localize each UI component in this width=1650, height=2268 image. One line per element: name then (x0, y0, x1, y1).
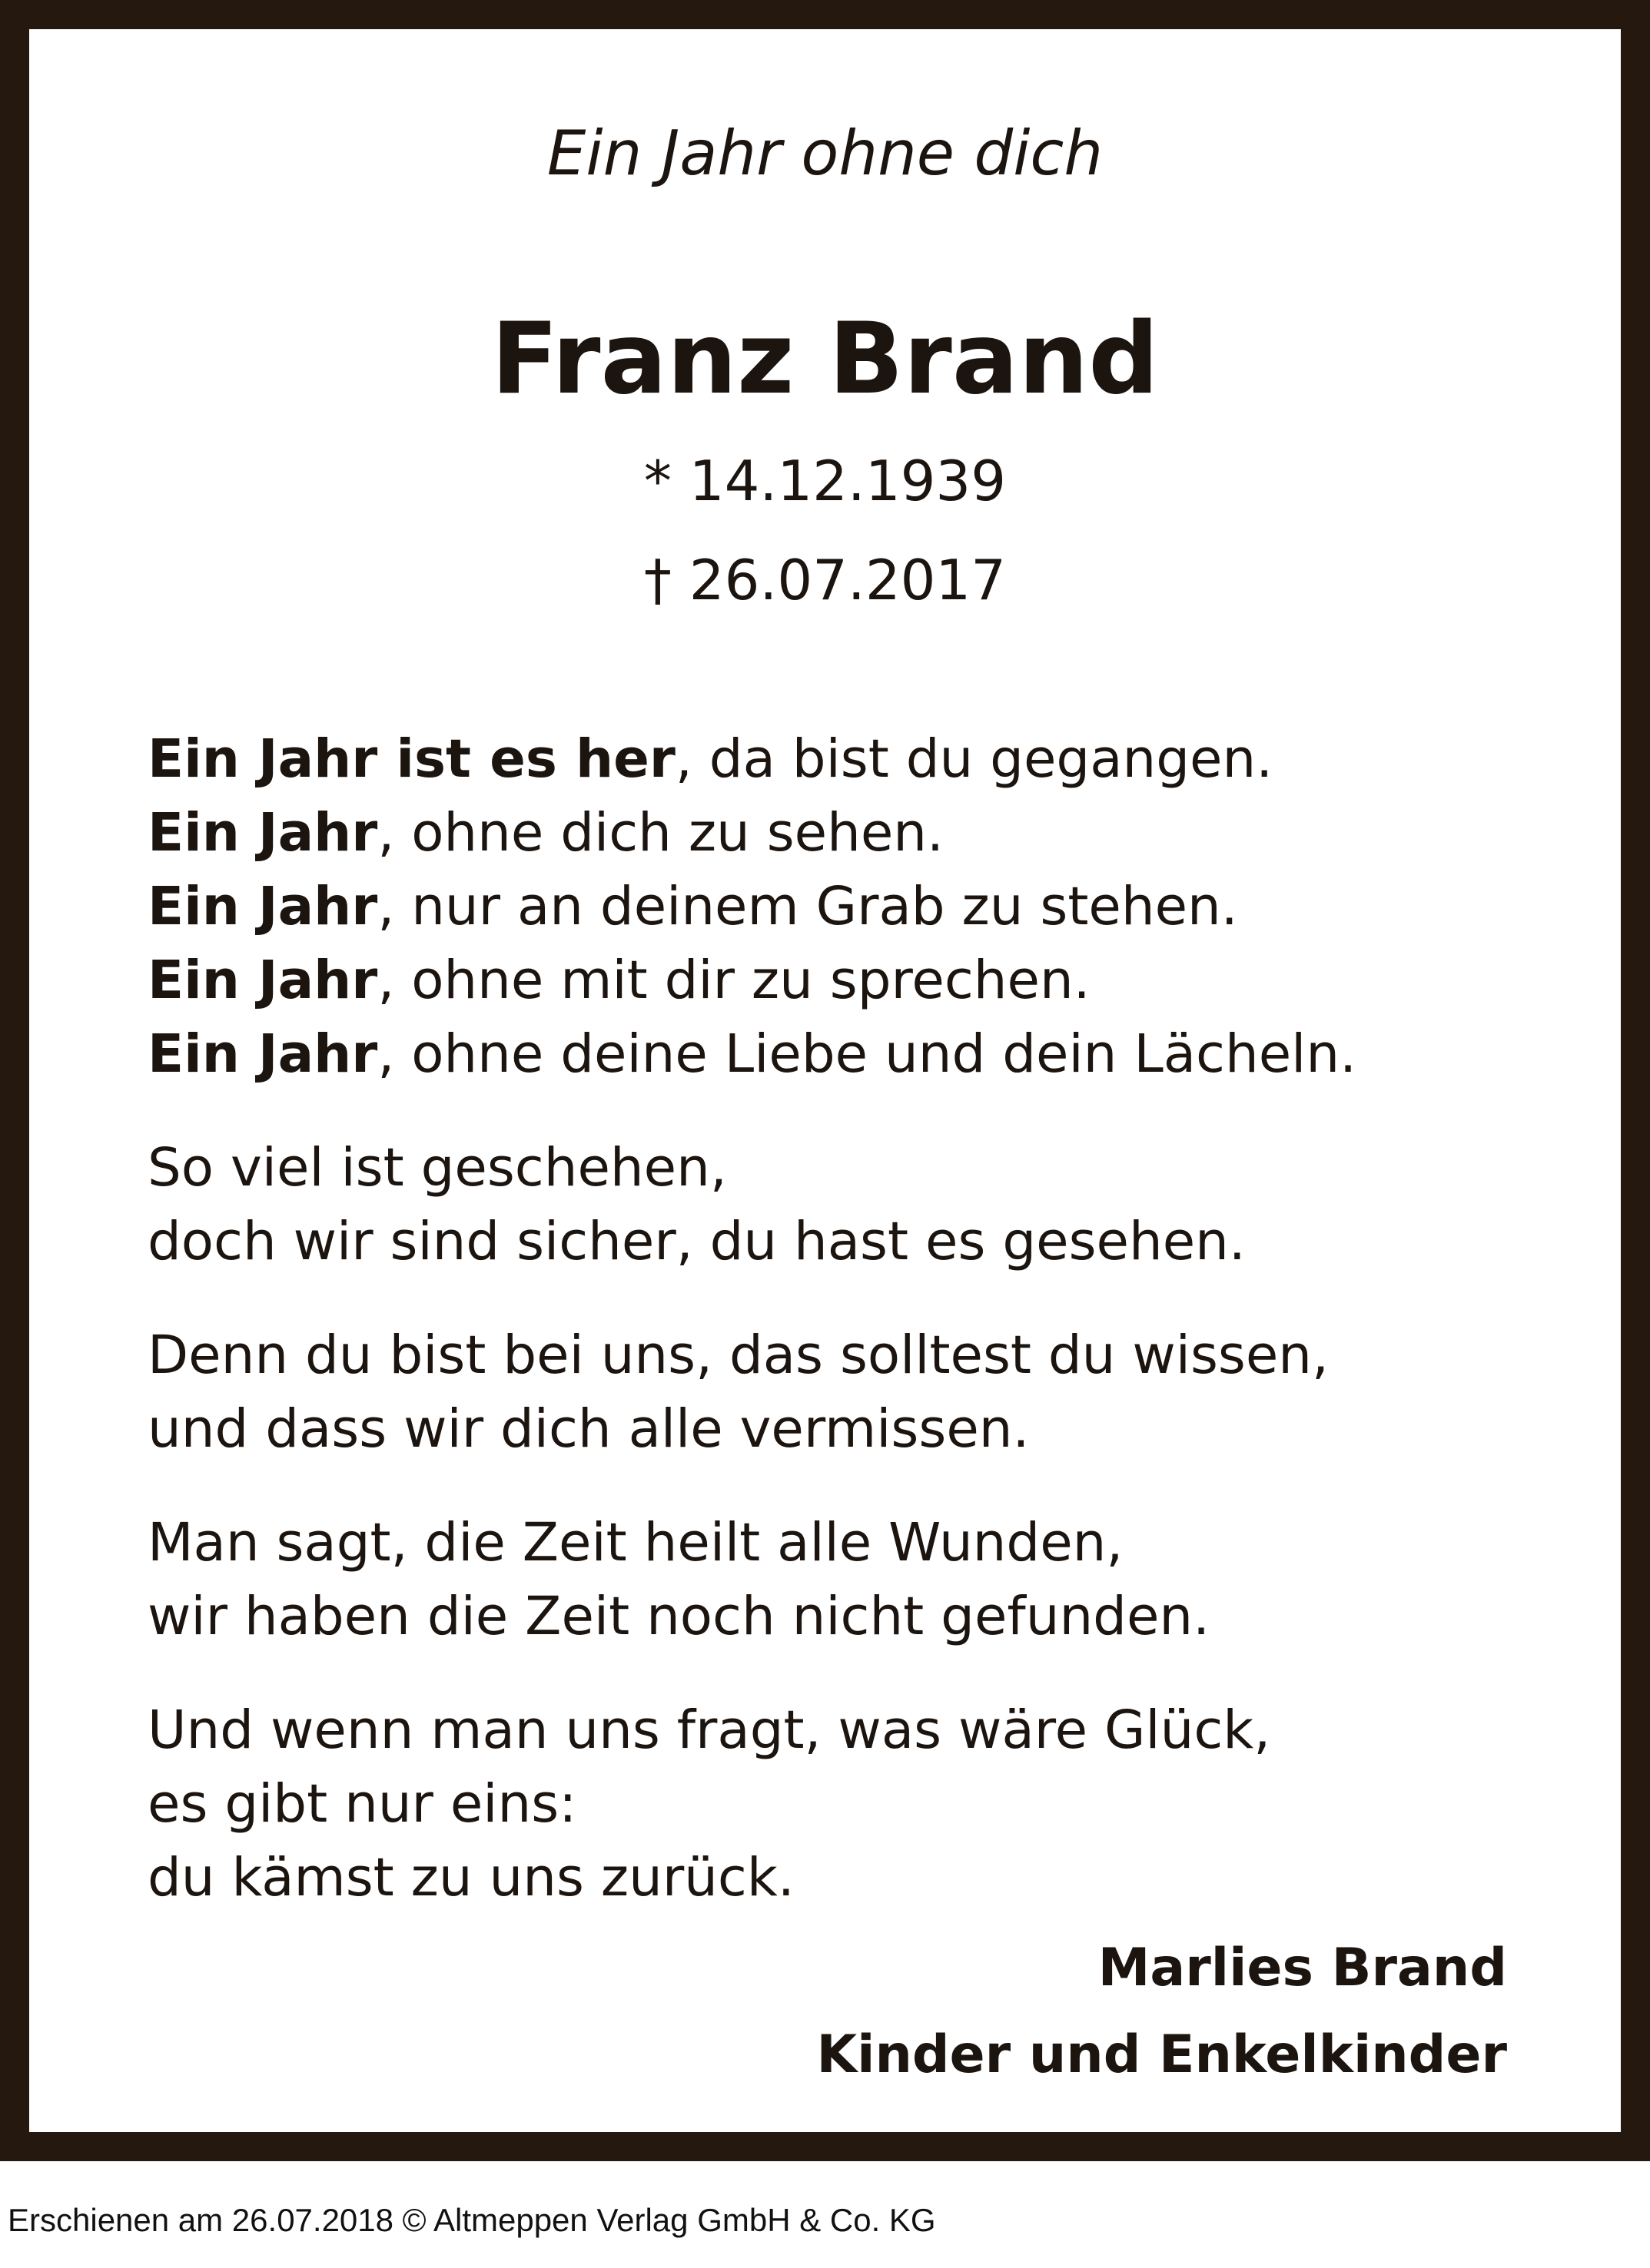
publication-footer: Erschienen am 26.07.2018 © Altmeppen Verlag GmbH & Co. KG (8, 2202, 936, 2238)
poem-line: doch wir sind sicher, du hast es gesehen. (148, 1211, 1246, 1272)
poem-stanza-3 (148, 1318, 1546, 1466)
poem-line-bold: Ein Jahr (148, 802, 378, 864)
poem-line: und dass wir dich alle vermissen. (148, 1398, 1030, 1460)
poem-line: Und wenn man uns fragt, was wäre Glück, (148, 1699, 1271, 1761)
poem-line-text: , nur an deinem Grab zu stehen. (377, 876, 1238, 937)
poem-line-bold: Ein Jahr (148, 1023, 378, 1085)
poem-line: wir haben die Zeit noch nicht gefunden. (148, 1586, 1210, 1647)
poem-line: Denn du bist bei uns, das solltest du wissen, (148, 1325, 1329, 1386)
poem-line (148, 1017, 1546, 1091)
poem-line-bold: Ein Jahr (148, 876, 378, 937)
signer-name: Marlies Brand (1097, 1938, 1507, 1998)
poem-line: Man sagt, die Zeit heilt alle Wunden, (148, 1512, 1124, 1573)
signer-family: Kinder und Enkelkinder (816, 2024, 1507, 2085)
poem-line: So viel ist geschehen, (148, 1137, 727, 1199)
poem-stanza-2 (148, 1131, 1546, 1278)
poem-line-text: , ohne dich zu sehen. (377, 802, 944, 864)
poem-line (148, 870, 1546, 943)
notice-subtitle: Ein Jahr ohne dich (546, 118, 1104, 189)
poem-line: es gibt nur eins: (148, 1773, 577, 1835)
deceased-name: Franz Brand (491, 302, 1159, 416)
poem (148, 722, 1546, 1955)
poem-line-bold: Ein Jahr ist es her (148, 728, 676, 790)
poem-line (148, 796, 1546, 870)
poem-line-text: , ohne deine Liebe und dein Lächeln. (377, 1023, 1356, 1085)
poem-stanza-1 (148, 722, 1546, 1091)
birth-date: * 14.12.1939 (643, 449, 1007, 513)
poem-line (148, 722, 1546, 796)
poem-line: du kämst zu uns zurück. (148, 1847, 795, 1908)
poem-line-bold: Ein Jahr (148, 950, 378, 1011)
poem-line-text: , da bist du gegangen. (675, 728, 1273, 790)
poem-line-text: , ohne mit dir zu sprechen. (377, 950, 1091, 1011)
poem-line (148, 943, 1546, 1017)
poem-stanza-4 (148, 1506, 1546, 1653)
death-date: † 26.07.2017 (643, 548, 1007, 612)
poem-stanza-5 (148, 1693, 1546, 1915)
